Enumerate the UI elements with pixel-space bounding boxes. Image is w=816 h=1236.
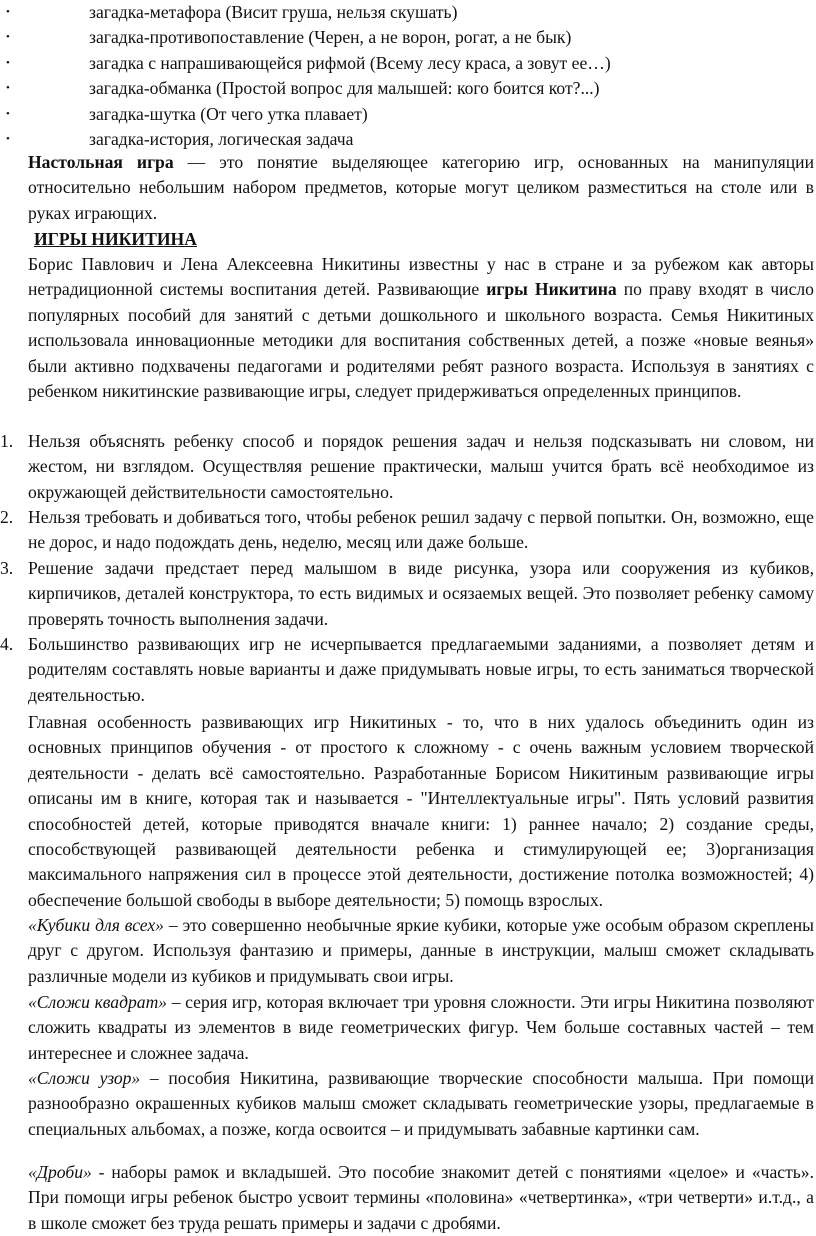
list-item	[0, 76, 816, 101]
board-game-paragraph	[28, 150, 814, 226]
bullet-icon: •	[6, 82, 10, 95]
list-item	[0, 25, 816, 50]
principle-number: 4.	[0, 634, 14, 654]
list-item	[0, 0, 816, 25]
riddle-types-list	[0, 0, 816, 152]
principle-text: Решение задачи предстает перед малышом в виде рисунка, узора или сооружения из кубиков, кирпичиков, деталей конструктора, то есть видимых и осязаемых вещей. Это позволяет ребенку самому проверять точность выполнения задачи.	[28, 558, 814, 629]
list-item-text: загадка-противопоставление (Черен, а не ворон, рогат, а не бык)	[89, 27, 572, 48]
list-item	[0, 51, 816, 76]
list-item-text: загадка-шутка (От чего утка плавает)	[89, 103, 368, 124]
bullet-icon: •	[6, 31, 10, 44]
principle-number: 2.	[0, 507, 14, 527]
game-name: «Сложи квадрат»	[28, 992, 168, 1012]
principle-number: 1.	[0, 431, 14, 451]
list-item-text: загадка-история, логическая задача	[89, 128, 354, 149]
game-name: «Сложи узор»	[28, 1068, 141, 1088]
bullet-icon: •	[6, 6, 10, 18]
list-item	[0, 127, 816, 152]
intro-bold-term: игры Никитина	[486, 279, 617, 300]
principle-text: Большинство развивающих игр не исчерпывается предлагаемыми заданиями, а позволяет детям и родителям составлять новые варианты и даже придумывать новые игры, то есть заниматься творческой деятельностью.	[28, 634, 814, 705]
game-paragraph	[28, 990, 814, 1066]
principle-text: Нельзя требовать и добиваться того, чтобы ребенок решил задачу с первой попытки. Он, возможно, еще не дорос, и надо подождать день, неделю, месяц или даже больше.	[28, 507, 814, 553]
list-item-text: загадка-метафора (Висит груша, нельзя скушать)	[89, 2, 458, 22]
bullet-icon: •	[6, 107, 10, 120]
game-description: – пособия Никитина, развивающие творческие способности малыша. При помощи разнообразно окрашенных кубиков малыш сможет складывать геометрические узоры, предлагаемые в специальных альбомах, а позже, когда освоится – и придумывать забавные картинки сам.	[28, 1068, 815, 1139]
game-name: «Дроби»	[28, 1162, 92, 1182]
game-description: – это совершенно необычные яркие кубики, которые уже особым образом скреплены друг с другом. Используя фантазию и примеры, данные в инструкции, малыш сможет складывать различные модели из кубиков и придумывать свои игры.	[28, 915, 814, 986]
game-name: «Кубики для всех»	[28, 915, 164, 935]
feature-paragraph: Главная особенность развивающих игр Никитиных - то, что в них удалось объединить один из основных принципов обучения - от простого к сложному - с очень важным условием творческой деятельности - делать всё самостоятельно. Разработанные Борисом Никитиным развивающие игры описаны им в книге, которая так и называется - "Интеллектуальные игры". Пять условий развития способностей детей, которые приводятся вначале книги: 1) раннее начало; 2) создание среды, способствующей развивающей деятельности ребенка и стимулирующей ее; 3)организация максимального напряжения сил в процессе этой деятельности, достижение потолка возможностей; 4) обеспечение большой свободы в выборе деятельности; 5) помощь взрослых.	[28, 712, 814, 910]
game-paragraph	[28, 1160, 814, 1236]
intro-text-end: по праву входят в число популярных пособий для занятий с детьми дошкольного и школьного возраста. Семья Никитиных использовала инновационные методики для воспитания собственных детей, а позже «новые веянья» были активно подхвачены педагогами и родителями ребят разного возраста. Используя в занятиях с ребенком никитинские развивающие игры, следует придерживаться определенных принципов.	[28, 279, 814, 402]
game-description: – серия игр, которая включает три уровня сложности. Эти игры Никитина позволяют сложить квадраты из элементов в виде геометрических фигур. Чем больше составных частей – тем интереснее и сложнее задача.	[28, 992, 814, 1063]
board-game-term: Настольная игра	[28, 152, 174, 172]
board-game-definition: — это понятие выделяющее категорию игр, основанных на манипуляции относительно небольшим набором предметов, которые могут целиком разместиться на столе или в руках играющих.	[28, 152, 814, 223]
intro-text-start: Борис Павлович и Лена Алексеевна Никитины известны у нас в стране и за рубежом как авторы нетрадиционной системы воспитания детей. Развивающие	[28, 254, 814, 300]
principle-text: Нельзя объяснять ребенку способ и порядок решения задач и нельзя подсказывать ни словом, ни жестом, ни взглядом. Осуществляя решение практически, малыш учится брать всё необходимое из окружающей действительности самостоятельно.	[28, 431, 814, 502]
list-item-text: загадка-обманка (Простой вопрос для малышей: кого боится кот?...)	[89, 78, 600, 99]
bullet-icon: •	[6, 132, 10, 145]
bullet-icon: •	[6, 56, 10, 69]
section-heading: ИГРЫ НИКИТИНА	[34, 229, 197, 249]
game-paragraph	[28, 1066, 814, 1142]
game-description: - наборы рамок и вкладышей. Это пособие знакомит детей с понятиями «целое» и «часть». При помощи игры ребенок быстро усвоит термины «половина» «четвертинка», «три четверти» и.т.д., а в школе сможет без труда решать примеры и задачи с дробями.	[28, 1162, 814, 1233]
list-item-text: загадка с напрашивающейся рифмой (Всему лесу краса, а зовут ее…)	[89, 52, 611, 73]
principle-number: 3.	[0, 558, 14, 578]
list-item	[0, 102, 816, 127]
intro-paragraph	[28, 252, 814, 404]
game-paragraph	[28, 913, 814, 989]
